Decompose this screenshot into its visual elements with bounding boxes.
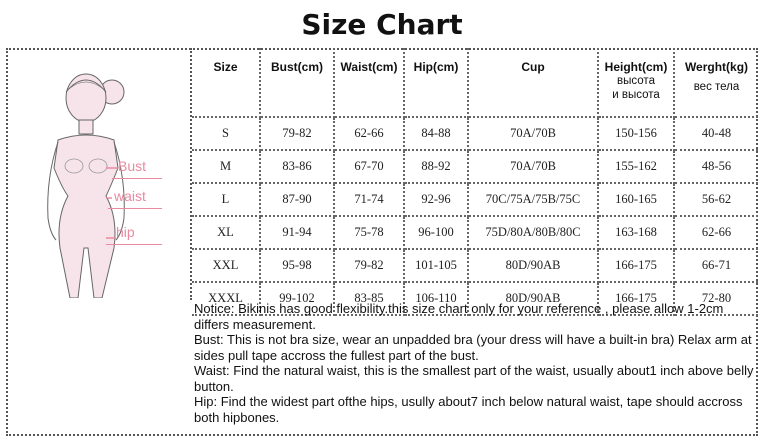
- cell-hip: 101-105: [404, 249, 468, 282]
- cell-weight: 72-80: [674, 282, 758, 315]
- cell-height: 163-168: [598, 216, 674, 249]
- cell-waist: 75-78: [334, 216, 404, 249]
- cell-waist: 62-66: [334, 117, 404, 150]
- cell-bust: 99-102: [260, 282, 334, 315]
- cell-cup: 75D/80A/80B/80C: [468, 216, 598, 249]
- table-row: [192, 150, 758, 183]
- cell-waist: 83-85: [334, 282, 404, 315]
- cell-size: XXXL: [192, 282, 260, 315]
- header-waist: Waist(cm): [334, 48, 404, 117]
- header-height: [598, 48, 674, 117]
- cell-cup: 80D/90AB: [468, 282, 598, 315]
- note-waist: Waist: Find the natural waist, this is the smallest part of the waist, usually about1 inch above belly button.: [194, 363, 754, 394]
- table-header-row: [192, 48, 758, 117]
- size-table: [192, 48, 758, 316]
- cell-height: 166-175: [598, 249, 674, 282]
- cell-size: XL: [192, 216, 260, 249]
- header-weight: [674, 48, 758, 117]
- cell-weight: 62-66: [674, 216, 758, 249]
- figure-panel: [6, 48, 192, 300]
- bust-line: [112, 178, 162, 179]
- header-size: Size: [192, 48, 260, 117]
- waist-line: [108, 208, 162, 209]
- waist-label: waist: [114, 188, 146, 204]
- cell-bust: 83-86: [260, 150, 334, 183]
- header-hip: Hip(cm): [404, 48, 468, 117]
- cell-waist: 67-70: [334, 150, 404, 183]
- cell-weight: 40-48: [674, 117, 758, 150]
- note-hip: Hip: Find the widest part ofthe hips, usully about7 inch below natural waist, tape should accross both hipbones.: [194, 394, 743, 425]
- header-cup: Cup: [468, 48, 598, 117]
- cell-weight: 66-71: [674, 249, 758, 282]
- cell-cup: 80D/90AB: [468, 249, 598, 282]
- note-bust: Bust: This is not bra size, wear an unpadded bra (your dress will have a built-in bra) Relax arm at sides pull tape accross the fullest part of the bust.: [194, 332, 752, 363]
- cell-hip: 106-110: [404, 282, 468, 315]
- cell-bust: 91-94: [260, 216, 334, 249]
- bust-label: Bust: [118, 158, 147, 174]
- cell-size: S: [192, 117, 260, 150]
- cell-cup: 70A/70B: [468, 117, 598, 150]
- cell-size: XXL: [192, 249, 260, 282]
- cell-cup: 70C/75A/75B/75C: [468, 183, 598, 216]
- header-height-sub2: и высота: [612, 89, 660, 101]
- measurement-notes: [194, 301, 756, 425]
- cell-height: 150-156: [598, 117, 674, 150]
- cell-hip: 88-92: [404, 150, 468, 183]
- cell-hip: 96-100: [404, 216, 468, 249]
- cell-hip: 84-88: [404, 117, 468, 150]
- cell-waist: 79-82: [334, 249, 404, 282]
- cell-bust: 79-82: [260, 117, 334, 150]
- cell-size: M: [192, 150, 260, 183]
- cell-height: 155-162: [598, 150, 674, 183]
- cell-bust: 87-90: [260, 183, 334, 216]
- cell-waist: 71-74: [334, 183, 404, 216]
- note-notice: Notice: Bikinis has good flexibility.this size chart only for your reference , please allow 1-2cm differs measurement.: [194, 301, 724, 332]
- cell-size: L: [192, 183, 260, 216]
- table-row: [192, 183, 758, 216]
- cell-height: 166-175: [598, 282, 674, 315]
- header-height-sub1: высота: [617, 75, 655, 87]
- header-height-label: Height(cm): [604, 60, 668, 74]
- cell-cup: 70A/70B: [468, 150, 598, 183]
- header-weight-label: Werght(kg): [684, 60, 749, 74]
- body-figure-illustration: [6, 48, 190, 298]
- cell-height: 160-165: [598, 183, 674, 216]
- table-row: [192, 117, 758, 150]
- hip-line: [106, 244, 162, 245]
- header-bust: Bust(cm): [260, 48, 334, 117]
- cell-weight: 48-56: [674, 150, 758, 183]
- table-row: [192, 216, 758, 249]
- cell-weight: 56-62: [674, 183, 758, 216]
- cell-bust: 95-98: [260, 249, 334, 282]
- hip-label: hip: [116, 224, 135, 240]
- table-row: [192, 249, 758, 282]
- header-weight-sub: вес тела: [693, 81, 740, 93]
- cell-hip: 92-96: [404, 183, 468, 216]
- page-title: Size Chart: [301, 8, 463, 41]
